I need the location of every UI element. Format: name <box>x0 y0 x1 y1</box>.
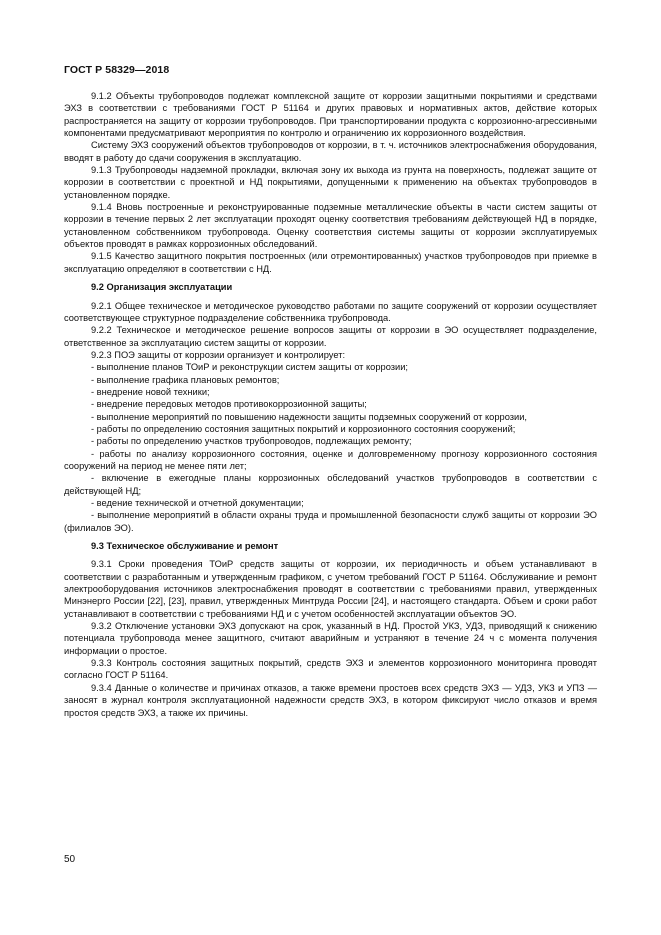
paragraph-9-1-2: 9.1.2 Объекты трубопроводов подлежат комплексной защите от коррозии защитными покрытиями и средствами ЭХЗ в соответствии с требованиями ГОСТ Р 51164 и других правовых и нормативных актов, действие которых распространяется на защиту от коррозии трубопроводов. При транспортировании продукта с коррозионно-агрессивными компонентами предусматривают мероприятия по контролю и ограничению их коррозионного воздействия. <box>64 91 597 139</box>
paragraph-9-3-4: 9.3.4 Данные о количестве и причинах отказов, а также времени простоев всех средств ЭХЗ — УДЗ, УКЗ и УПЗ — заносят в журнал контроля эксплуатационной надежности средств ЭХЗ, в котором фиксируют число отказов и время простоя средств ЭХЗ, а также их причины. <box>64 682 597 718</box>
list-item: - работы по определению состояния защитных покрытий и коррозионного состояния сооружений; <box>91 423 516 434</box>
section-heading-9-2: 9.2 Организация эксплуатации <box>91 282 233 293</box>
paragraph-9-3-1: 9.3.1 Сроки проведения ТОиР средств защиты от коррозии, их периодичность и объем устанавливают в соответствии с разработанным и утвержденным графиком, с учетом требований ГОСТ Р 51164. Обслуживание и ремонт электрооборудования источников электроснабжения проводят в соответствии с требованиями правил, утвержденных Минэнерго России [22], [23], правил, утвержденных Минтруда России [24], и настоящего стандарта. Объем и сроки работ устанавливают в соответствии с требованиями НД и с учетом особенностей эксплуатации объектов ЭО. <box>64 559 597 619</box>
list-item: - работы по анализу коррозионного состояния, оценке и долговременному прогнозу коррозионного состояния сооружений на период не менее пяти лет; <box>64 448 597 471</box>
document-body <box>64 90 597 719</box>
list-item: - выполнение планов ТОиР и реконструкции систем защиты от коррозии; <box>91 362 408 373</box>
list-item: - выполнение мероприятий в области охраны труда и промышленной безопасности служб защиты от коррозии ЭО (филиалов ЭО). <box>64 510 597 533</box>
list-item: - внедрение передовых методов противокоррозионной защиты; <box>91 399 367 410</box>
list-item: - ведение технической и отчетной документации; <box>91 498 304 508</box>
list-item: - внедрение новой техники; <box>91 386 210 397</box>
page-number: 50 <box>64 854 76 865</box>
section-heading-9-3: 9.3 Техническое обслуживание и ремонт <box>91 541 279 552</box>
list-item: - выполнение графика плановых ремонтов; <box>91 374 280 385</box>
list-item: - выполнение мероприятий по повышению надежности защиты подземных сооружений от коррозии, <box>91 411 527 422</box>
paragraph-9-1-4: 9.1.4 Вновь построенные и реконструированные подземные металлические объекты в части систем защиты от коррозии в течение первых 2 лет эксплуатации проходят оценку соответствия требованиям действующей НД в порядке, установленном собственником трубопровода. Оценку соответствия системы защиты от коррозии эксплуатируемых объектов проводят в рамках коррозионных обследований. <box>64 202 597 250</box>
paragraph-9-3-2: 9.3.2 Отключение установки ЭХЗ допускают на срок, указанный в НД. Простой УКЗ, УДЗ, приводящий к снижению потенциала трубопровода менее защитного, считают аварийным и устраняют в течение 24 ч с момента получения информации о простое. <box>64 621 597 656</box>
paragraph-9-2-1: 9.2.1 Общее техническое и методическое руководство работами по защите сооружений от коррозии осуществляет соответствующее структурное подразделение собственника трубопровода. <box>64 300 597 323</box>
paragraph-9-1-3: 9.1.3 Трубопроводы надземной прокладки, включая зону их выхода из грунта на поверхность, подлежат защите от коррозии в соответствии с проектной и НД покрытиями, допущенными к применению на объектах трубопроводов в установленном порядке. <box>64 165 597 200</box>
paragraph-9-2-3: 9.2.3 ПОЭ защиты от коррозии организует и контролирует: <box>91 349 346 360</box>
list-item: - включение в ежегодные планы коррозионных обследований участков трубопроводов в соответствии с действующей НД; <box>64 473 597 496</box>
document-header: ГОСТ Р 58329—2018 <box>64 64 170 76</box>
paragraph-9-2-2: 9.2.2 Техническое и методическое решение вопросов защиты от коррозии в ЭО осуществляет подразделение, ответственное за эксплуатацию систем защиты от коррозии. <box>64 325 597 348</box>
paragraph-9-1-5: 9.1.5 Качество защитного покрытия построенных (или отремонтированных) участков трубопроводов при приемке в эксплуатацию определяют в соответствии с НД. <box>64 251 597 274</box>
paragraph-9-3-3: 9.3.3 Контроль состояния защитных покрытий, средств ЭХЗ и элементов коррозионного мониторинга проводят согласно ГОСТ Р 51164. <box>64 658 597 681</box>
list-item: - работы по определению участков трубопроводов, подлежащих ремонту; <box>91 436 412 447</box>
paragraph-ehz-system: Систему ЭХЗ сооружений объектов трубопроводов от коррозии, в т. ч. источников электроснабжения оборудования, вводят в работу до сдачи сооружения в эксплуатацию. <box>64 140 597 163</box>
